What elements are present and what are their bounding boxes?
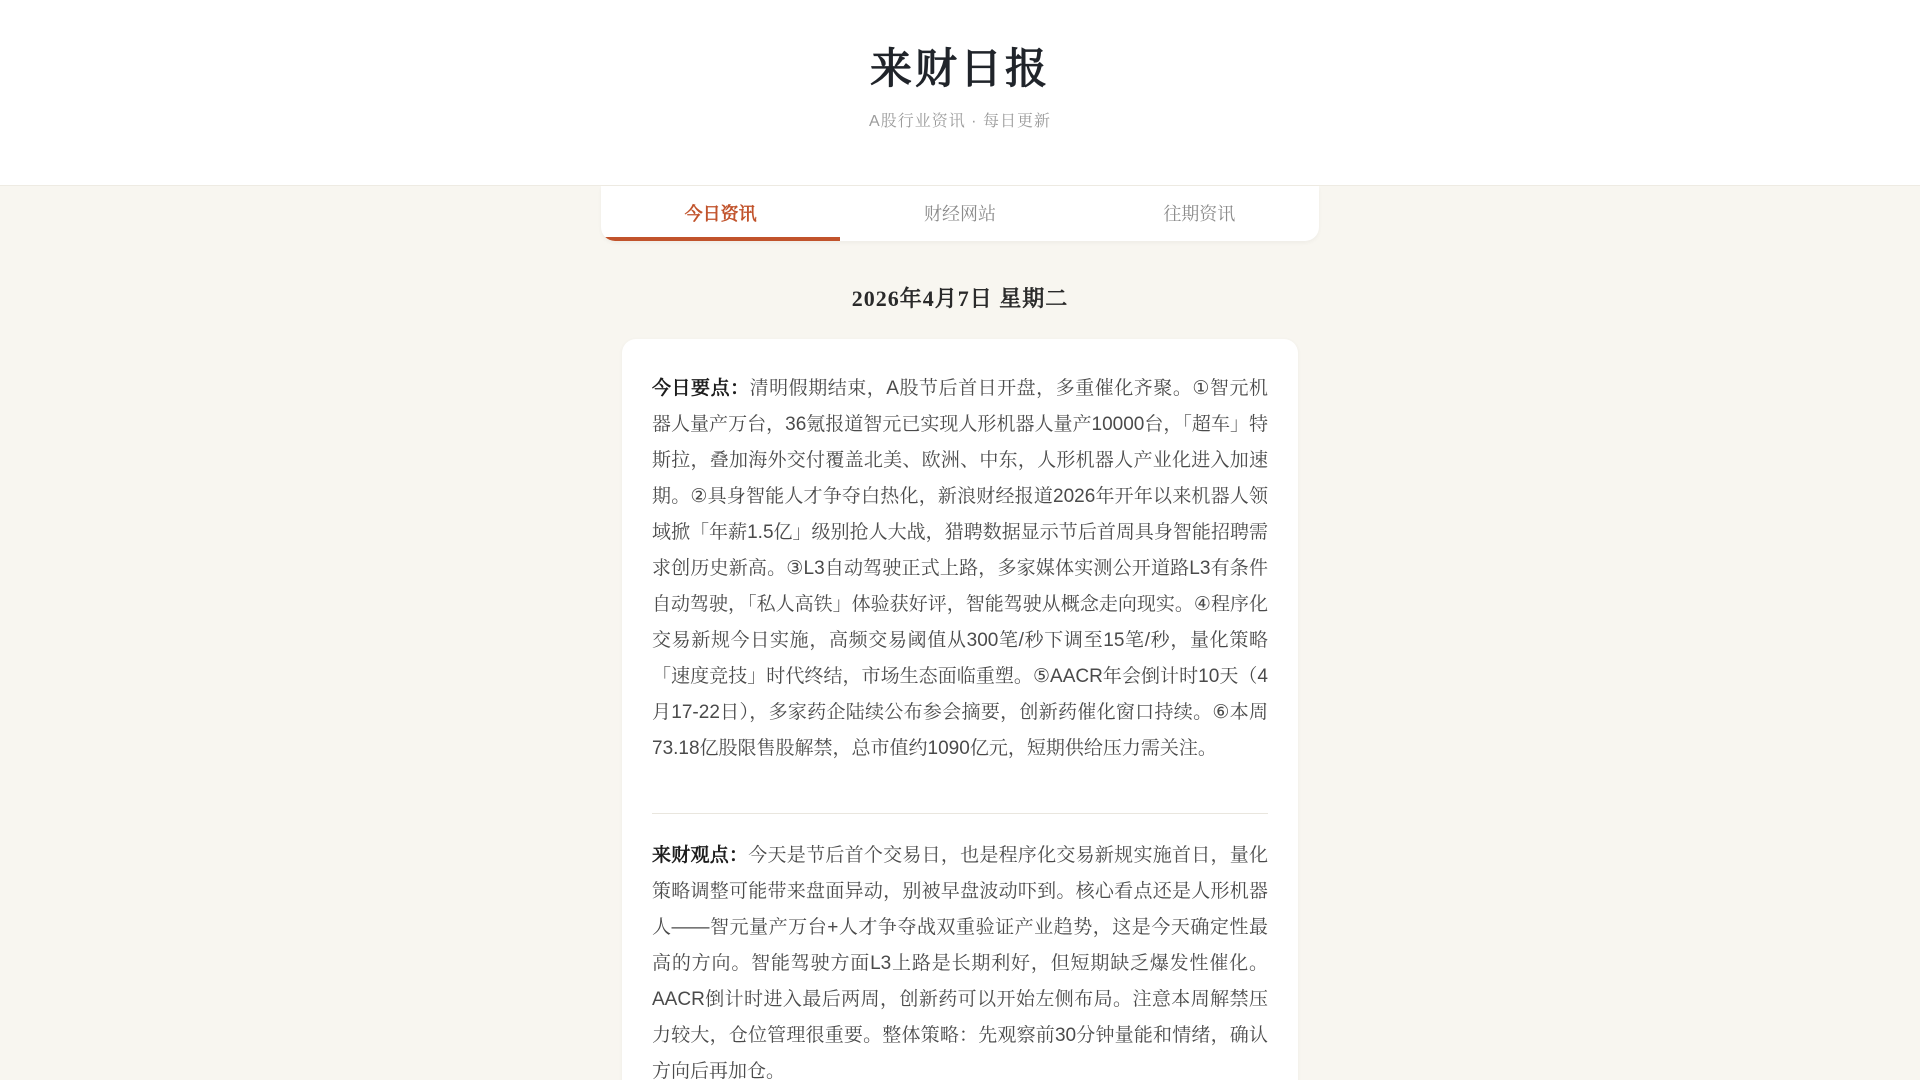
date-heading: 2026年4月7日 星期二 — [851, 286, 1069, 311]
laicai-view-text: 今天是节后首个交易日，也是程序化交易新规实施首日，量化策略调整可能带来盘面异动，别被早盘波动吓到。核心看点还是人形机器人——智元量产万台+人才争夺战双重验证产业趋势，这是今天确定性最高的方向。智能驾驶方面L3上路是长期利好，但短期缺乏爆发性催化。AACR倒计时进入最后两周，创新药可以开始左侧布局。注意本周解禁压力较大，仓位管理很重要。整体策略：先观察前30分钟量能和情绪，确认方向后再加仓。 — [652, 845, 1268, 1080]
today-highlights-label: 今日要点： — [652, 378, 750, 399]
tab-today-news[interactable]: 今日资讯 — [601, 186, 840, 241]
daily-report-card — [622, 339, 1298, 1080]
section-divider — [652, 813, 1268, 814]
tab-finance-sites[interactable]: 财经网站 — [840, 186, 1079, 241]
site-title: 来财日报 — [869, 45, 1050, 92]
site-header — [0, 0, 1920, 186]
section-today-highlights — [652, 371, 1268, 767]
laicai-view-label: 来财观点： — [652, 845, 749, 866]
active-tab-underline — [601, 237, 840, 241]
today-highlights-text: 清明假期结束，A股节后首日开盘，多重催化齐聚。①智元机器人量产万台，36氪报道智元已实现人形机器人量产10000台，「超车」特斯拉，叠加海外交付覆盖北美、欧洲、中东，人形机器人产业化进入加速期。②具身智能人才争夺白热化，新浪财经报道2026年开年以来机器人领域掀「年薪1.5亿」级别抢人大战，猎聘数据显示节后首周具身智能招聘需求创历史新高。③L3自动驾驶正式上路，多家媒体实测公开道路L3有条件自动驾驶，「私人高铁」体验获好评，智能驾驶从概念走向现实。④程序化交易新规今日实施，高频交易阈值从300笔/秒下调至15笔/秒，量化策略「速度竞技」时代终结，市场生态面临重塑。⑤AACR年会倒计时10天（4月17-22日），多家药企陆续公布参会摘要，创新药催化窗口持续。⑥本周73.18亿股限售股解禁，总市值约1090亿元，短期供给压力需关注。 — [652, 378, 1268, 759]
tab-past-news[interactable]: 往期资讯 — [1080, 186, 1319, 241]
site-subtitle: A股行业资讯 · 每日更新 — [869, 113, 1051, 131]
section-laicai-view — [652, 838, 1268, 1080]
main-content — [0, 285, 1920, 1080]
tab-bar — [601, 186, 1319, 241]
